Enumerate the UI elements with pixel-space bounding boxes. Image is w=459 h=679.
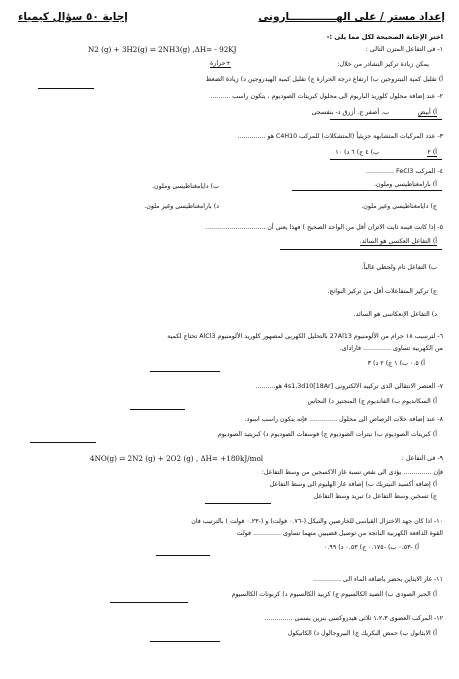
- q3-answer: أ) ٢: [427, 149, 437, 156]
- q11-stem: ١١- غاز الايثاين يحضر باضافة الماء الى ..............: [313, 576, 443, 583]
- q1-options: أ) تقليل كمية النيتروجين ب) ارتفاع درجة الحرارة ج) تقليل كمية الهيدروجين د) زيادة الضغط: [205, 76, 443, 83]
- q10-options: أ) -٠.٥٣ ب) -٠.١٧٥ ج) ٠.٥٣ د) ٠.٩٩: [324, 544, 419, 551]
- q1-stem: ١- فى التفاعل المتزن التالى :: [365, 46, 443, 53]
- q9-options-ab: أ) إضافة أكسيد النيتريك ب) إضافة غاز الهليوم الى وسط التفاعل: [269, 481, 437, 488]
- instruction: اختر الإجابة الصحيحة لكل مما يلى :-: [326, 33, 443, 41]
- q3-options: ب) ٤ ج) ٦ د) ١٠: [335, 149, 379, 156]
- q5-option-c: ج) تركيز المتفاعلات أقل من تركيز النواتج.: [327, 288, 437, 295]
- q9-options-cd: ج) تسخين وسط التفاعل د) تبريد وسط التفاعل: [313, 493, 437, 500]
- q4-option-c: ج) دايامغناطيسى وغير ملون.: [361, 203, 437, 210]
- q7-options: أ) السكانديوم ب) الفانديوم ج) المنجنيز د) النحاس: [307, 398, 437, 405]
- q8-stem: ٨- عند إضافة خلات الرصاص الى محلول .............. فإنه يتكون راسب اسود.: [244, 416, 443, 423]
- q4-option-a: أ) بارامغناطيسى وملون.: [373, 181, 437, 188]
- q2-stem: ٢- عند إضافة محلول كلوريد الباريوم الى محلول كبريتات الصوديوم ، يتكون راسب ..........: [210, 93, 443, 100]
- q4-answer-line: [292, 190, 442, 191]
- q4-option-b: ب) دايامغناطيسى وملون.: [152, 183, 219, 190]
- q12-options: أ) الايثانول ب) حمض البكريك ج) البيروجالول د) الكاتيكول: [287, 630, 437, 637]
- header-author: إعداد مستر / على الهـــــــــــــارونى: [258, 11, 445, 23]
- q8-options: أ) كبريتات الصوديوم ب) نيترات الصوديوم ج) فوسفات الصوديوم د) كبريتيد الصوديوم: [217, 431, 437, 438]
- q11-answer-underline: [110, 602, 188, 603]
- q6-options: أ) ٠.٥ ب) ١ ج) ٢ د) ٣: [367, 360, 425, 367]
- header-title: إجابة ٥٠ سؤال كيمياء: [18, 11, 128, 23]
- q4-stem: ٤- المركب FeCl3 ..............: [366, 168, 443, 175]
- q5-option-d: د) التفاعل الإنعكاسى هو السائد.: [353, 311, 437, 318]
- q1-answer-underline: [38, 88, 94, 89]
- q6-stem-line2: من الكهربية تساوى .............. فاراداى.: [339, 345, 443, 352]
- q10-stem-line2: القوة الدافعة الكهربية الناتجة من توصيل قضيبين منهما تساوى .............. فولت: [236, 530, 443, 537]
- q5-option-b: ب) التفاعل تام ولحظى غالباً.: [361, 264, 437, 271]
- q9-sub: فإن .............. يؤدى الى نقص نسبة غاز الاكسجين من وسط التفاعل:: [261, 469, 443, 476]
- q9-stem: ٩- فى التفاعل :: [401, 455, 443, 462]
- q9-equation: 4NO(g) ⇌ 2N2 (g) + 2O2 (g) , ΔH= +180kJ/mol: [90, 454, 264, 463]
- q9-answer-underline: [205, 503, 271, 504]
- q7-stem: ٧- العنصر الانتقالى الذى تركيبه الالكترونى [18Ar]4s1,3d10 هو..........: [255, 383, 443, 390]
- q12-answer-underline: [150, 641, 220, 642]
- q3-answer-line: [330, 159, 442, 160]
- q6-answer-underline: [150, 371, 220, 372]
- q2-options: ب. أصفر ج. أزرق د- بنفسجى: [311, 109, 389, 116]
- q8-answer-underline: [30, 442, 96, 443]
- q6-stem-line1: ٦- لترسيب ١٨ جرام من الألومنيوم 27Al13 بالتحليل الكهربى لمصهور كلوريد الألومنيوم AlCl3 تحتاج لكمية: [167, 333, 443, 340]
- q3-stem: ٣- عدد المركبات المتشابهة جزيئياً (المتشكلات) للمركب C4H10 هو ..............: [237, 133, 443, 140]
- q5-stem: ٥- إذا كانت قيمة ثابت الاتزان أقل من الواحد الصحيح ) فهذا يعنى أن ..............................: [205, 224, 443, 231]
- q1-heat-note: +حرارة: [210, 60, 231, 67]
- q11-options: أ) الجير الصودى ب) الصيد الكالسيوم ج) كربيد الكالسيوم د) كربونات الكالسيوم: [231, 591, 437, 598]
- q4-option-d: د) بارامغناطيسى وغير ملون.: [144, 203, 219, 210]
- q1-sub: يمكن زيادة تركيز النشادر من خلال:: [337, 61, 429, 68]
- q12-stem: ١٢- المركب العضوى ١،٢،٣ ثلاثى هيدروكسى بنزين يسمى ..............: [264, 615, 443, 622]
- q2-answer: أ) أبيض: [417, 109, 437, 116]
- q5-answer-line: [280, 249, 442, 250]
- q5-option-a: أ) التفاعل العكسى هو السائد.: [359, 238, 437, 245]
- q7-answer-underline: [130, 409, 185, 410]
- q2-answer-line: [330, 119, 442, 120]
- q10-stem-line1: ١٠- اذا كان جهد الاختزال القياسى للخارصين والنيكل (-٠.٧٦ فولت) و (-٠.٢٣ فولت ) بالترتيب فان: [191, 518, 443, 525]
- q1-equation: N2 (g) + 3H2(g) ⇌ 2NH3(g) ,ΔH= - 92KJ: [88, 45, 237, 54]
- q10-answer-underline: [156, 555, 210, 556]
